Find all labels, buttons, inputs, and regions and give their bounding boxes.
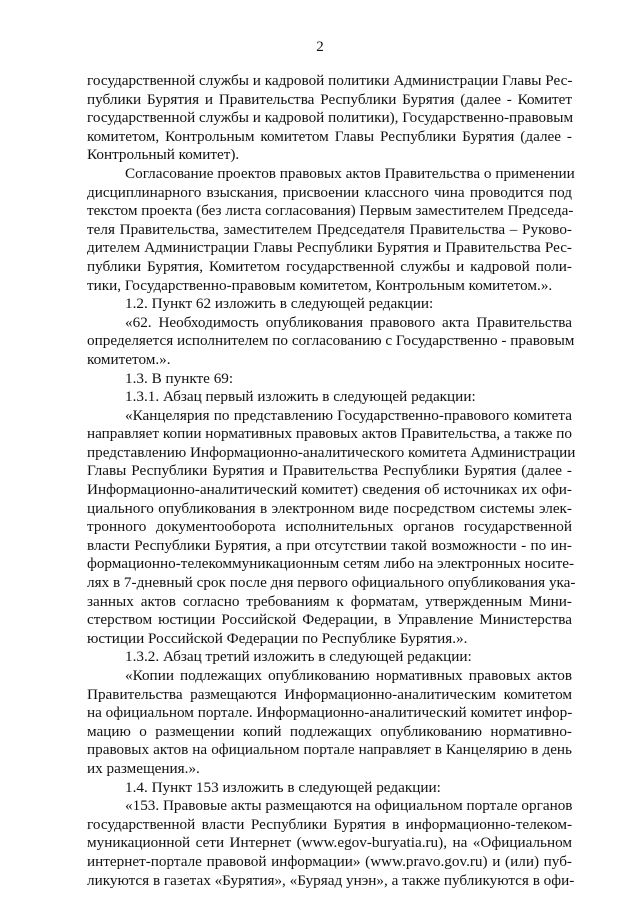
text-line: ликуются в газетах «Бурятия», «Буряад унэн», а также публикуются в офи-: [87, 871, 575, 889]
document-body: [87, 72, 576, 890]
text-line: 1.3.1. Абзац первый изложить в следующей редакции:: [125, 388, 476, 406]
text-line: тронного документооборота исполнительных органов государственной: [87, 518, 572, 536]
text-line: дисциплинарного взыскания, присвоении классного чина проводится под: [87, 183, 572, 201]
text-line: направляет копии нормативных правовых актов Правительства, а также по: [87, 425, 572, 443]
page-number: 2: [316, 39, 324, 55]
text-line: формационно-телекоммуникационным сетям либо на электронных носите-: [87, 555, 575, 573]
text-line: «Копии подлежащих опубликованию нормативных правовых актов: [125, 667, 572, 684]
text-line: государственной службы и кадровой политики), Государственно-правовым: [87, 109, 574, 127]
text-line: Контрольный комитет).: [87, 146, 240, 164]
text-line: 1.4. Пункт 153 изложить в следующей редакции:: [125, 778, 441, 796]
text-line: их размещения.».: [87, 759, 200, 777]
text-line: Правительства размещаются Информационно-аналитическим комитетом: [87, 685, 572, 703]
text-line: 1.3. В пункте 69:: [125, 369, 234, 387]
text-line: «153. Правовые акты размещаются на официальном портале органов: [125, 797, 573, 815]
text-line: «62. Необходимость опубликования правового акта Правительства: [125, 313, 572, 331]
text-line: дителем Администрации Главы Республики Бурятия и Правительства Рес-: [87, 239, 572, 257]
text-line: 1.3.2. Абзац третий изложить в следующей редакции:: [125, 648, 472, 666]
text-line: на официальном портале. Информационно-аналитический комитет инфор-: [87, 704, 573, 722]
text-line: циального опубликования в электронном виде посредством системы элек-: [87, 499, 572, 517]
text-line: «Канцелярия по представлению Государственно-правового комитета: [125, 406, 572, 424]
text-line: лях в 7-дневный срок после дня первого официального опубликования ука-: [87, 574, 576, 592]
text-line: интернет-портале правовой информации» (www.pravo.gov.ru) и (или) пуб-: [87, 852, 572, 870]
text-line: мацию о размещении копий подлежащих опубликованию нормативно-: [87, 722, 572, 740]
text-line: правовых актов на официальном портале направляет в Канцелярию в день: [87, 741, 572, 759]
text-line: публики Бурятия, Комитетом государственной службы и кадровой поли-: [87, 257, 572, 275]
text-line: государственной власти Республики Бурятия в информационно-телеком-: [87, 815, 572, 833]
text-line: определяется исполнителем по согласованию с Государственно - правовым: [87, 332, 575, 350]
text-line: 1.2. Пункт 62 изложить в следующей редакции:: [125, 295, 434, 313]
text-line: юстиции Российской Федерации по Республике Бурятия.».: [87, 629, 468, 647]
text-line: государственной службы и кадровой политики Администрации Главы Рес-: [87, 72, 573, 89]
text-line: текстом проекта (без листа согласования) Первым заместителем Председа-: [87, 202, 574, 220]
text-line: муникационной сети Интернет (www.egov-buryatia.ru), на «Официальном: [87, 834, 572, 852]
text-line: теля Правительства, заместителем Председателя Правительства – Руково-: [87, 220, 572, 238]
text-line: тики, Государственно-правовым комитетом, Контрольным комитетом.».: [87, 276, 553, 294]
text-line: Главы Республики Бурятия и Правительства Республики Бурятия (далее -: [87, 462, 572, 480]
text-line: Согласование проектов правовых актов Правительства о применении: [125, 164, 575, 182]
text-line: Информационно-аналитический комитет) сведения об источниках их офи-: [87, 481, 572, 499]
text-line: представлению Информационно-аналитического комитета Администрации: [87, 443, 576, 461]
text-line: комитетом, Контрольным комитетом Главы Республики Бурятия (далее -: [87, 127, 572, 145]
text-line: публики Бурятия и Правительства Республики Бурятия (далее - Комитет: [87, 90, 572, 108]
text-line: занных актов согласно требованиям к форматам, утвержденным Мини-: [87, 592, 572, 610]
text-line: комитетом.».: [87, 350, 171, 368]
text-line: стерством юстиции Российской Федерации, в Управление Министерства: [87, 611, 572, 629]
text-line: власти Республики Бурятия, а при отсутствии такой возможности - по ин-: [87, 536, 572, 554]
